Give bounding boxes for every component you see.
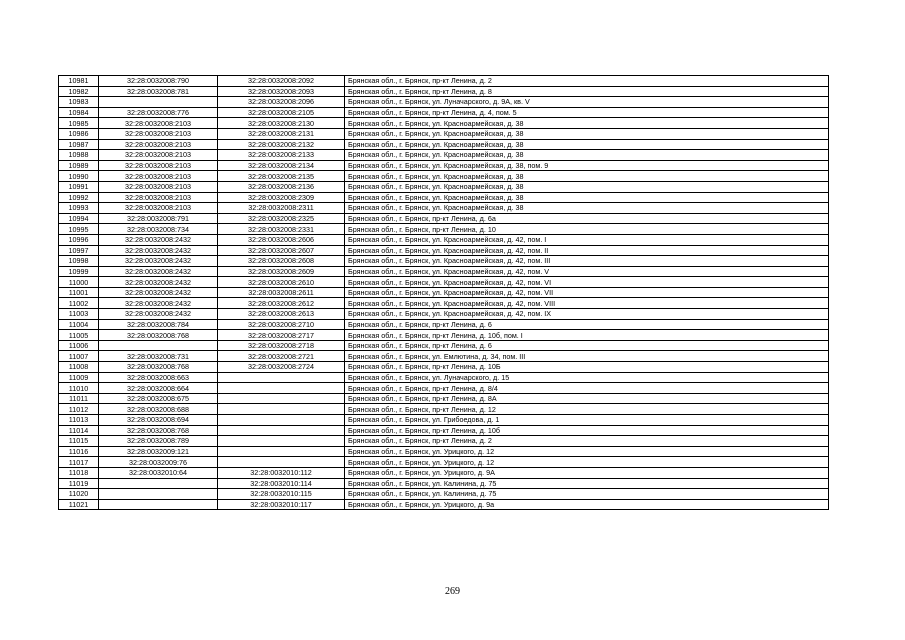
parent-cadastral-number-cell: 32:28:0032008:2103 <box>99 160 218 171</box>
table-row <box>59 372 829 383</box>
cadastral-number-cell <box>218 383 345 394</box>
address-cell: Брянская обл., г. Брянск, ул. Луначарского, д. 9А, кв. V <box>345 97 829 108</box>
row-number-cell: 11002 <box>59 298 99 309</box>
cadastral-number-cell <box>218 393 345 404</box>
parent-cadastral-number-cell: 32:28:0032008:776 <box>99 107 218 118</box>
parent-cadastral-number-cell: 32:28:0032008:2432 <box>99 234 218 245</box>
address-cell: Брянская обл., г. Брянск, ул. Красноармейская, д. 38, пом. 9 <box>345 160 829 171</box>
cadastral-number-cell: 32:28:0032008:2613 <box>218 309 345 320</box>
parent-cadastral-number-cell <box>99 489 218 500</box>
cadastral-number-cell: 32:28:0032008:2724 <box>218 362 345 373</box>
cadastral-number-cell: 32:28:0032008:2133 <box>218 150 345 161</box>
cadastral-number-cell: 32:28:0032008:2721 <box>218 351 345 362</box>
row-number-cell: 10990 <box>59 171 99 182</box>
parent-cadastral-number-cell: 32:28:0032008:2103 <box>99 181 218 192</box>
row-number-cell: 10981 <box>59 76 99 87</box>
cadastral-number-cell: 32:28:0032010:115 <box>218 489 345 500</box>
row-number-cell: 11018 <box>59 467 99 478</box>
parent-cadastral-number-cell: 32:28:0032008:663 <box>99 372 218 383</box>
row-number-cell: 10986 <box>59 128 99 139</box>
table-row <box>59 86 829 97</box>
row-number-cell: 11004 <box>59 319 99 330</box>
row-number-cell: 10987 <box>59 139 99 150</box>
table-row <box>59 128 829 139</box>
table-row <box>59 245 829 256</box>
table-row <box>59 97 829 108</box>
cadastral-number-cell: 32:28:0032008:2710 <box>218 319 345 330</box>
cadastral-number-cell: 32:28:0032008:2135 <box>218 171 345 182</box>
table-row <box>59 139 829 150</box>
row-number-cell: 11015 <box>59 436 99 447</box>
address-cell: Брянская обл., г. Брянск, пр-кт Ленина, д. 10Б <box>345 362 829 373</box>
parent-cadastral-number-cell: 32:28:0032009:121 <box>99 446 218 457</box>
cadastral-number-cell: 32:28:0032008:2136 <box>218 181 345 192</box>
address-cell: Брянская обл., г. Брянск, пр-кт Ленина, д. 10б <box>345 425 829 436</box>
cadastral-number-cell: 32:28:0032008:2134 <box>218 160 345 171</box>
table-row <box>59 404 829 415</box>
cadastral-number-cell <box>218 372 345 383</box>
parent-cadastral-number-cell: 32:28:0032008:675 <box>99 393 218 404</box>
parent-cadastral-number-cell <box>99 97 218 108</box>
address-cell: Брянская обл., г. Брянск, пр-кт Ленина, д. 2 <box>345 76 829 87</box>
address-cell: Брянская обл., г. Брянск, ул. Калинина, д. 75 <box>345 478 829 489</box>
table-row <box>59 340 829 351</box>
parent-cadastral-number-cell: 32:28:0032008:768 <box>99 330 218 341</box>
table-row <box>59 277 829 288</box>
row-number-cell: 11014 <box>59 425 99 436</box>
row-number-cell: 10996 <box>59 234 99 245</box>
table-row <box>59 383 829 394</box>
parent-cadastral-number-cell <box>99 340 218 351</box>
cadastral-number-cell: 32:28:0032008:2718 <box>218 340 345 351</box>
address-cell: Брянская обл., г. Брянск, ул. Емлютина, д. 34, пом. III <box>345 351 829 362</box>
table-row <box>59 256 829 267</box>
address-cell: Брянская обл., г. Брянск, ул. Красноармейская, д. 38 <box>345 139 829 150</box>
address-cell: Брянская обл., г. Брянск, ул. Красноармейская, д. 38 <box>345 118 829 129</box>
parent-cadastral-number-cell: 32:28:0032008:2103 <box>99 192 218 203</box>
parent-cadastral-number-cell: 32:28:0032008:694 <box>99 415 218 426</box>
cadastral-number-cell: 32:28:0032008:2092 <box>218 76 345 87</box>
table-row <box>59 330 829 341</box>
row-number-cell: 10998 <box>59 256 99 267</box>
row-number-cell: 11006 <box>59 340 99 351</box>
row-number-cell: 11009 <box>59 372 99 383</box>
table-body <box>59 76 829 510</box>
table-row <box>59 203 829 214</box>
parent-cadastral-number-cell: 32:28:0032008:2432 <box>99 287 218 298</box>
parent-cadastral-number-cell: 32:28:0032008:2103 <box>99 203 218 214</box>
parent-cadastral-number-cell: 32:28:0032008:790 <box>99 76 218 87</box>
row-number-cell: 11013 <box>59 415 99 426</box>
parent-cadastral-number-cell: 32:28:0032008:688 <box>99 404 218 415</box>
cadastral-number-cell: 32:28:0032008:2325 <box>218 213 345 224</box>
address-cell: Брянская обл., г. Брянск, пр-кт Ленина, д. 2 <box>345 436 829 447</box>
row-number-cell: 10993 <box>59 203 99 214</box>
address-cell: Брянская обл., г. Брянск, пр-кт Ленина, д. 8А <box>345 393 829 404</box>
address-cell: Брянская обл., г. Брянск, ул. Красноармейская, д. 42, пом. VIII <box>345 298 829 309</box>
table-row <box>59 362 829 373</box>
address-cell: Брянская обл., г. Брянск, пр-кт Ленина, д. 4, пом. 5 <box>345 107 829 118</box>
row-number-cell: 10995 <box>59 224 99 235</box>
row-number-cell: 11005 <box>59 330 99 341</box>
parent-cadastral-number-cell: 32:28:0032008:2103 <box>99 139 218 150</box>
table-row <box>59 457 829 468</box>
address-cell: Брянская обл., г. Брянск, пр-кт Ленина, д. 8 <box>345 86 829 97</box>
table-row <box>59 192 829 203</box>
cadastral-number-cell: 32:28:0032008:2093 <box>218 86 345 97</box>
parent-cadastral-number-cell: 32:28:0032008:2432 <box>99 266 218 277</box>
address-cell: Брянская обл., г. Брянск, ул. Красноармейская, д. 42, пом. I <box>345 234 829 245</box>
parent-cadastral-number-cell: 32:28:0032008:2103 <box>99 150 218 161</box>
row-number-cell: 10992 <box>59 192 99 203</box>
cadastral-number-cell: 32:28:0032008:2607 <box>218 245 345 256</box>
parent-cadastral-number-cell: 32:28:0032008:2432 <box>99 298 218 309</box>
table-row <box>59 446 829 457</box>
table-row <box>59 309 829 320</box>
row-number-cell: 11019 <box>59 478 99 489</box>
table-row <box>59 393 829 404</box>
cadastral-number-cell: 32:28:0032008:2611 <box>218 287 345 298</box>
row-number-cell: 10982 <box>59 86 99 97</box>
cadastral-number-cell: 32:28:0032008:2610 <box>218 277 345 288</box>
row-number-cell: 10994 <box>59 213 99 224</box>
parent-cadastral-number-cell: 32:28:0032008:2103 <box>99 118 218 129</box>
parent-cadastral-number-cell: 32:28:0032008:731 <box>99 351 218 362</box>
table-row <box>59 171 829 182</box>
address-cell: Брянская обл., г. Брянск, ул. Красноармейская, д. 38 <box>345 128 829 139</box>
row-number-cell: 11003 <box>59 309 99 320</box>
address-cell: Брянская обл., г. Брянск, ул. Калинина, д. 75 <box>345 489 829 500</box>
parent-cadastral-number-cell: 32:28:0032008:734 <box>99 224 218 235</box>
parent-cadastral-number-cell: 32:28:0032008:2103 <box>99 171 218 182</box>
cadastral-number-cell: 32:28:0032008:2331 <box>218 224 345 235</box>
parent-cadastral-number-cell <box>99 478 218 489</box>
cadastral-number-cell: 32:28:0032008:2131 <box>218 128 345 139</box>
row-number-cell: 11000 <box>59 277 99 288</box>
parent-cadastral-number-cell: 32:28:0032010:64 <box>99 467 218 478</box>
row-number-cell: 10999 <box>59 266 99 277</box>
parent-cadastral-number-cell <box>99 499 218 510</box>
row-number-cell: 10985 <box>59 118 99 129</box>
address-cell: Брянская обл., г. Брянск, ул. Урицкого, д. 9а <box>345 499 829 510</box>
cadastral-number-cell: 32:28:0032010:114 <box>218 478 345 489</box>
row-number-cell: 10989 <box>59 160 99 171</box>
table-row <box>59 319 829 330</box>
parent-cadastral-number-cell: 32:28:0032008:768 <box>99 362 218 373</box>
table-row <box>59 107 829 118</box>
cadastral-number-cell: 32:28:0032008:2609 <box>218 266 345 277</box>
table-row <box>59 298 829 309</box>
cadastral-number-cell: 32:28:0032010:117 <box>218 499 345 510</box>
parent-cadastral-number-cell: 32:28:0032008:784 <box>99 319 218 330</box>
address-cell: Брянская обл., г. Брянск, пр-кт Ленина, д. 6 <box>345 340 829 351</box>
table-row <box>59 150 829 161</box>
page-number: 269 <box>445 586 460 597</box>
row-number-cell: 11008 <box>59 362 99 373</box>
address-cell: Брянская обл., г. Брянск, ул. Красноармейская, д. 38 <box>345 171 829 182</box>
row-number-cell: 11016 <box>59 446 99 457</box>
parent-cadastral-number-cell: 32:28:0032008:2103 <box>99 128 218 139</box>
cadastral-number-cell: 32:28:0032008:2606 <box>218 234 345 245</box>
cadastral-number-cell: 32:28:0032010:112 <box>218 467 345 478</box>
parent-cadastral-number-cell: 32:28:0032008:2432 <box>99 256 218 267</box>
table-row <box>59 425 829 436</box>
address-cell: Брянская обл., г. Брянск, ул. Луначарского, д. 15 <box>345 372 829 383</box>
row-number-cell: 10991 <box>59 181 99 192</box>
address-cell: Брянская обл., г. Брянск, ул. Красноармейская, д. 42, пом. V <box>345 266 829 277</box>
parent-cadastral-number-cell: 32:28:0032008:2432 <box>99 309 218 320</box>
cadastral-number-cell <box>218 446 345 457</box>
address-cell: Брянская обл., г. Брянск, ул. Урицкого, д. 12 <box>345 446 829 457</box>
address-cell: Брянская обл., г. Брянск, ул. Урицкого, д. 12 <box>345 457 829 468</box>
row-number-cell: 11001 <box>59 287 99 298</box>
address-cell: Брянская обл., г. Брянск, ул. Красноармейская, д. 42, пом. VI <box>345 277 829 288</box>
cadastral-number-cell <box>218 404 345 415</box>
parent-cadastral-number-cell: 32:28:0032008:664 <box>99 383 218 394</box>
row-number-cell: 10983 <box>59 97 99 108</box>
table-row <box>59 213 829 224</box>
address-cell: Брянская обл., г. Брянск, ул. Урицкого, д. 9А <box>345 467 829 478</box>
table-row <box>59 478 829 489</box>
table-row <box>59 181 829 192</box>
row-number-cell: 11012 <box>59 404 99 415</box>
table-row <box>59 287 829 298</box>
cadastral-number-cell <box>218 457 345 468</box>
cadastral-number-cell: 32:28:0032008:2309 <box>218 192 345 203</box>
parent-cadastral-number-cell: 32:28:0032008:781 <box>99 86 218 97</box>
address-cell: Брянская обл., г. Брянск, ул. Красноармейская, д. 42, пом. VII <box>345 287 829 298</box>
parent-cadastral-number-cell: 32:28:0032008:791 <box>99 213 218 224</box>
address-cell: Брянская обл., г. Брянск, ул. Красноармейская, д. 38 <box>345 192 829 203</box>
parent-cadastral-number-cell: 32:28:0032008:2432 <box>99 245 218 256</box>
row-number-cell: 10984 <box>59 107 99 118</box>
address-cell: Брянская обл., г. Брянск, пр-кт Ленина, д. 12 <box>345 404 829 415</box>
table-row <box>59 415 829 426</box>
address-cell: Брянская обл., г. Брянск, ул. Грибоедова, д. 1 <box>345 415 829 426</box>
table-row <box>59 436 829 447</box>
parent-cadastral-number-cell: 32:28:0032008:768 <box>99 425 218 436</box>
address-cell: Брянская обл., г. Брянск, ул. Красноармейская, д. 38 <box>345 181 829 192</box>
cadastral-number-cell: 32:28:0032008:2130 <box>218 118 345 129</box>
table-row <box>59 234 829 245</box>
address-cell: Брянская обл., г. Брянск, ул. Красноармейская, д. 42, пом. IX <box>345 309 829 320</box>
row-number-cell: 11010 <box>59 383 99 394</box>
cadastral-number-cell: 32:28:0032008:2608 <box>218 256 345 267</box>
table-row <box>59 351 829 362</box>
address-cell: Брянская обл., г. Брянск, пр-кт Ленина, д. 6а <box>345 213 829 224</box>
row-number-cell: 11011 <box>59 393 99 404</box>
row-number-cell: 10997 <box>59 245 99 256</box>
row-number-cell: 11007 <box>59 351 99 362</box>
cadastral-table <box>58 75 829 510</box>
row-number-cell: 11021 <box>59 499 99 510</box>
table-row <box>59 467 829 478</box>
address-cell: Брянская обл., г. Брянск, ул. Красноармейская, д. 38 <box>345 203 829 214</box>
table-row <box>59 224 829 235</box>
parent-cadastral-number-cell: 32:28:0032008:2432 <box>99 277 218 288</box>
parent-cadastral-number-cell: 32:28:0032008:789 <box>99 436 218 447</box>
cadastral-number-cell: 32:28:0032008:2105 <box>218 107 345 118</box>
address-cell: Брянская обл., г. Брянск, пр-кт Ленина, д. 8/4 <box>345 383 829 394</box>
table-row <box>59 118 829 129</box>
table-row <box>59 499 829 510</box>
table-row <box>59 266 829 277</box>
row-number-cell: 10988 <box>59 150 99 161</box>
cadastral-number-cell: 32:28:0032008:2612 <box>218 298 345 309</box>
table-row <box>59 489 829 500</box>
table-row <box>59 160 829 171</box>
address-cell: Брянская обл., г. Брянск, пр-кт Ленина, д. 10 <box>345 224 829 235</box>
table-row <box>59 76 829 87</box>
address-cell: Брянская обл., г. Брянск, ул. Красноармейская, д. 42, пом. II <box>345 245 829 256</box>
row-number-cell: 11017 <box>59 457 99 468</box>
cadastral-number-cell <box>218 436 345 447</box>
cadastral-number-cell <box>218 415 345 426</box>
cadastral-number-cell: 32:28:0032008:2132 <box>218 139 345 150</box>
address-cell: Брянская обл., г. Брянск, ул. Красноармейская, д. 38 <box>345 150 829 161</box>
cadastral-number-cell <box>218 425 345 436</box>
parent-cadastral-number-cell: 32:28:0032009:76 <box>99 457 218 468</box>
address-cell: Брянская обл., г. Брянск, ул. Красноармейская, д. 42, пом. III <box>345 256 829 267</box>
row-number-cell: 11020 <box>59 489 99 500</box>
address-cell: Брянская обл., г. Брянск, пр-кт Ленина, д. 10б, пом. I <box>345 330 829 341</box>
cadastral-number-cell: 32:28:0032008:2311 <box>218 203 345 214</box>
cadastral-number-cell: 32:28:0032008:2717 <box>218 330 345 341</box>
cadastral-number-cell: 32:28:0032008:2096 <box>218 97 345 108</box>
address-cell: Брянская обл., г. Брянск, пр-кт Ленина, д. 6 <box>345 319 829 330</box>
